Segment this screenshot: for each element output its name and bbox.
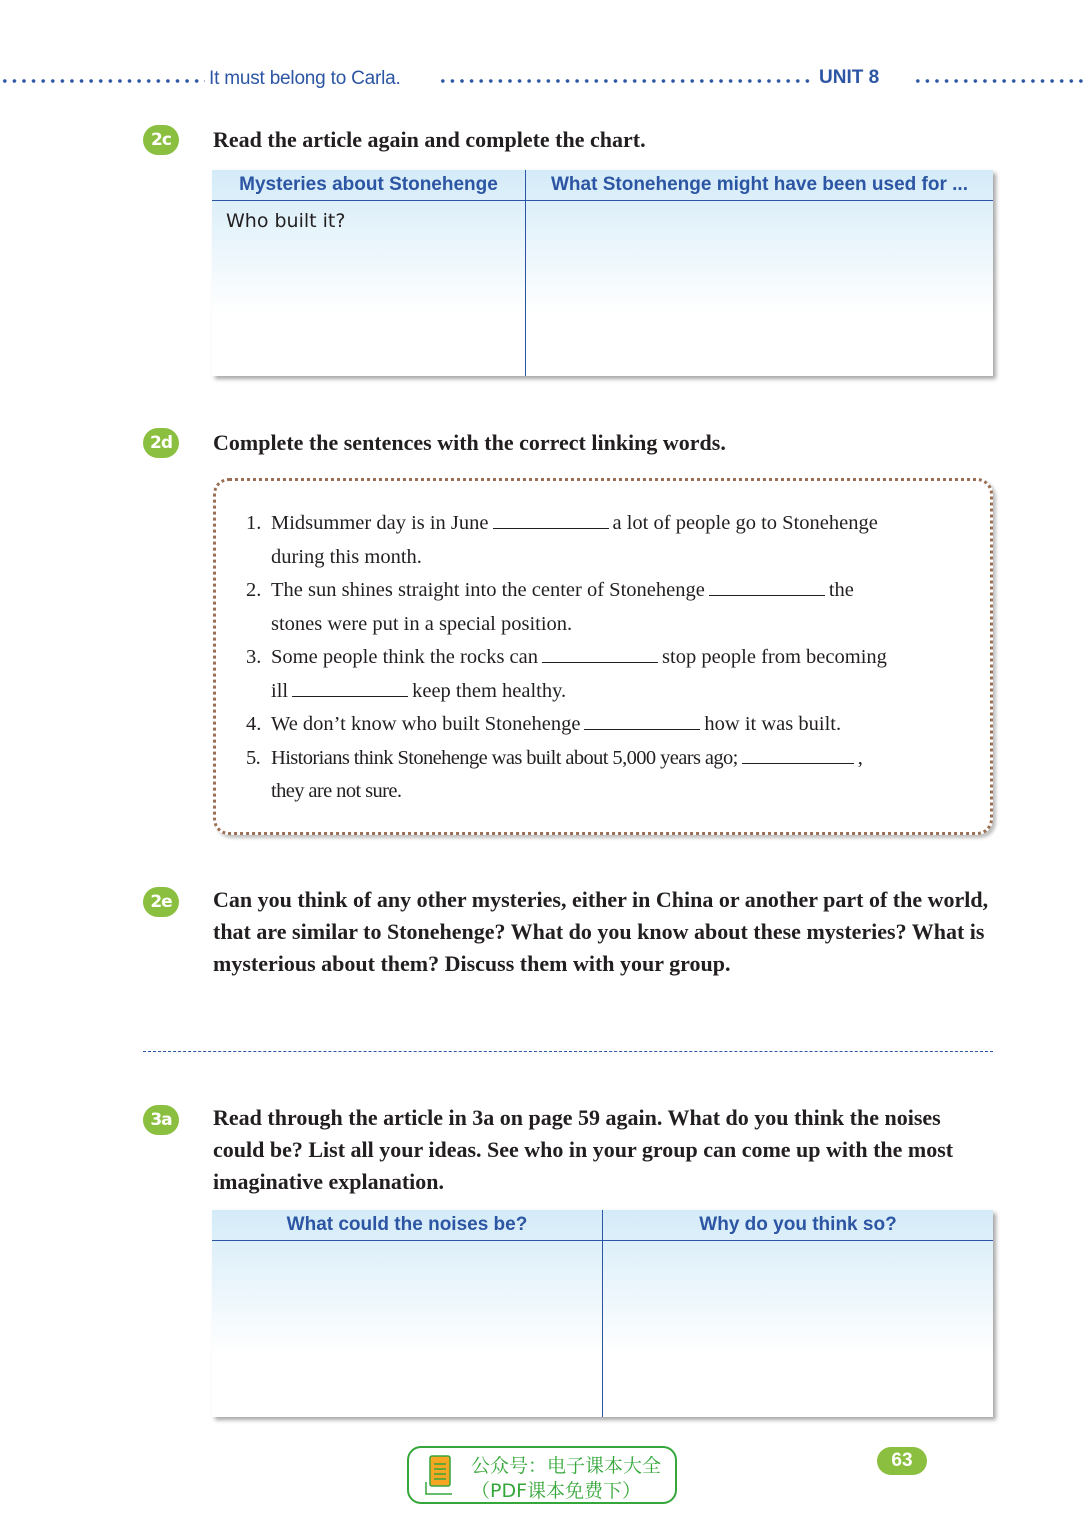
instruction-2d: Complete the sentences with the correct linking words.: [213, 430, 726, 455]
table-cell: Who built it?: [226, 210, 346, 232]
table-header-noises: What could the noises be?: [286, 1214, 528, 1235]
sentence-text: the: [828, 579, 854, 601]
sentence-number: 2.: [246, 579, 262, 601]
section-badge-2d: 2d: [143, 428, 179, 458]
watermark-stamp: [407, 1446, 677, 1504]
list-item: [246, 507, 966, 574]
section-badge-2c: 2c: [143, 125, 179, 155]
watermark-line-1: 公众号：电子课本大全: [471, 1455, 662, 1477]
header-dots-left: [0, 76, 205, 86]
sentence-text: a lot of people go to Stonehenge: [612, 512, 878, 534]
table-column-divider: [602, 1210, 603, 1417]
table-header-reasons: Why do you think so?: [699, 1214, 897, 1235]
table-header-mysteries: Mysteries about Stonehenge: [239, 174, 498, 195]
stonehenge-chart: [212, 170, 993, 376]
section-divider: [143, 1051, 993, 1052]
sentence-text: Midsummer day is in June: [271, 512, 489, 534]
unit-label: UNIT 8: [819, 67, 880, 88]
sentence-text: stop people from becoming: [662, 646, 887, 668]
section-badge-3a: 3a: [143, 1105, 179, 1135]
sentence-text: during this month.: [271, 545, 422, 568]
watermark-line-2: （PDF课本免费下）: [471, 1480, 642, 1502]
instruction-3a: Read through the article in 3a on page 59 again. What do you think the noises could be? List all your ideas. See who in your group can come up with the most imaginative explanation.: [213, 1105, 954, 1194]
list-item: [246, 574, 966, 641]
book-icon: [424, 1454, 454, 1496]
list-item: [246, 641, 966, 708]
header-dots-middle: [438, 76, 810, 86]
chapter-title: It must belong to Carla.: [209, 68, 401, 89]
sentence-list: [246, 507, 966, 809]
sentence-text: ill: [271, 679, 289, 702]
sentence-text: keep them healthy.: [412, 679, 567, 702]
sentence-text: The sun shines straight into the center of Stonehenge: [271, 579, 705, 601]
table-header-divider: [212, 200, 993, 201]
sentence-text: ,: [857, 746, 863, 769]
sentence-number: 3.: [246, 646, 262, 668]
table-header-uses: What Stonehenge might have been used for ...: [551, 174, 968, 195]
sentence-text: they are not sure.: [271, 780, 402, 802]
table-column-divider: [525, 170, 526, 376]
list-item: [246, 708, 966, 742]
page-number: 63: [877, 1447, 927, 1475]
section-badge-2e: 2e: [143, 887, 179, 917]
answer-blank[interactable]: [542, 644, 658, 663]
sentence-text: Some people think the rocks can: [271, 646, 539, 668]
sentence-number: 5.: [246, 746, 261, 769]
answer-blank[interactable]: [292, 678, 408, 697]
answer-blank[interactable]: [742, 745, 854, 764]
discussion-text-2e: Can you think of any other mysteries, either in China or another part of the world, that are similar to Stonehenge? What do you know about these mysteries? What is mysterious about them? Discuss them with your group.: [213, 887, 989, 976]
list-item: [246, 742, 966, 809]
sentence-text: We don’t know who built Stonehenge: [271, 713, 581, 735]
sentences-box: [213, 478, 993, 835]
header-dots-right: [913, 76, 1087, 86]
answer-blank[interactable]: [584, 711, 700, 730]
instruction-2c: Read the article again and complete the chart.: [213, 127, 646, 152]
page-header: [0, 68, 1087, 98]
sentence-text: stones were put in a special position.: [271, 612, 573, 635]
noises-chart: [212, 1210, 993, 1417]
sentence-number: 4.: [246, 713, 262, 735]
sentence-number: 1.: [246, 512, 262, 534]
sentence-text: how it was built.: [704, 713, 842, 735]
answer-blank[interactable]: [493, 510, 609, 529]
answer-blank[interactable]: [709, 577, 825, 596]
sentence-text: Historians think Stonehenge was built about 5,000 years ago;: [271, 746, 738, 769]
